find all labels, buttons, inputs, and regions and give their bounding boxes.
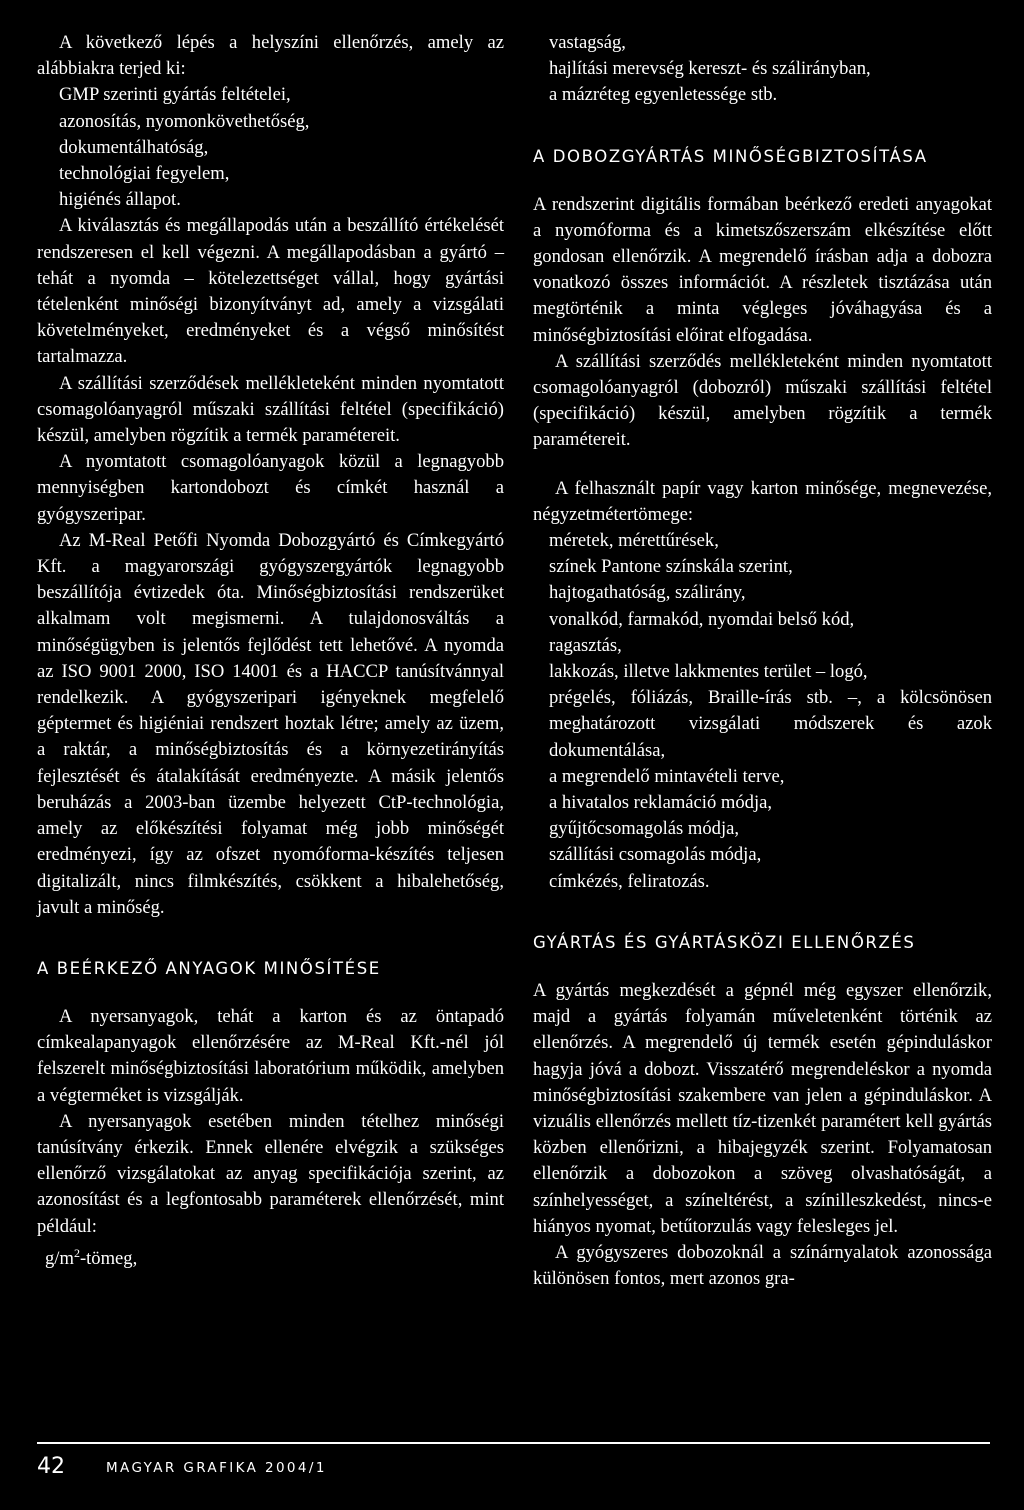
check-item: GMP szerinti gyártás feltételei, bbox=[59, 84, 291, 106]
spec-item: színek Pantone színskála szerint, bbox=[549, 556, 793, 578]
param-item: a mázréteg egyenletessége stb. bbox=[549, 84, 778, 106]
param-item: vastagság, bbox=[549, 32, 626, 53]
page-number: 42 bbox=[37, 1454, 65, 1479]
spec-item: a hivatalos reklamáció módja, bbox=[549, 792, 773, 814]
checks-list bbox=[37, 82, 504, 213]
body-paragraph: A kiválasztás és megállapodás után a beszállító értékelését rendszeresen el kell végezni. A megállapodásban a gyártó – tehát a nyomda – kötelezettséget vállal, hogy gyártási tételenként minőségi bizonyítványt ad, amely a vizsgálati követelményeket, eredményeket és a végső minősítést tartalmazza. bbox=[37, 215, 504, 368]
spec-item: méretek, mérettűrések, bbox=[549, 530, 719, 552]
body-paragraph: A gyógyszeres dobozoknál a színárnyalatok azonossága különösen fontos, mert azonos gra- bbox=[533, 1241, 992, 1290]
spec-item: vonalkód, farmakód, nyomdai belső kód, bbox=[549, 608, 855, 630]
section-heading: GYÁRTÁS ÉS GYÁRTÁSKÖZI ELLENŐRZÉS bbox=[533, 932, 916, 952]
spec-item: prégelés, fóliázás, Braille-írás stb. –, a kölcsönösen meghatározott vizsgálati módszerek és azok dokumentálása, bbox=[549, 687, 992, 761]
spec-item: címkézés, feliratozás. bbox=[549, 870, 710, 892]
section-heading: A DOBOZGYÁRTÁS MINŐSÉGBIZTOSÍTÁSA bbox=[533, 146, 928, 166]
spec-item: lakkozás, illetve lakkmentes terület – logó, bbox=[549, 661, 868, 683]
left-column bbox=[37, 30, 504, 1272]
spec-item: szállítási csomagolás módja, bbox=[549, 844, 762, 866]
spec-item: ragasztás, bbox=[549, 634, 622, 656]
gsm-unit: g/m bbox=[45, 1247, 74, 1269]
body-paragraph: A szállítási szerződések mellékleteként minden nyomtatott csomagolóanyagról műszaki szállítási feltétel (specifikáció) készül, amelyben rögzítik a termék paramétereit. bbox=[37, 372, 504, 447]
publication-title: MAGYAR GRAFIKA 2004/1 bbox=[106, 1460, 327, 1476]
section-heading: A BEÉRKEZŐ ANYAGOK MINŐSÍTÉSE bbox=[37, 958, 381, 978]
param-item: hajlítási merevség kereszt- és szálirányban, bbox=[549, 58, 871, 80]
intro-paragraph: A következő lépés a helyszíni ellenőrzés, amely az alábbiakra terjed ki: bbox=[37, 32, 504, 80]
body-paragraph: A nyersanyagok esetében minden tételhez minőségi tanúsítvány érkezik. Ennek ellenére elvégzik a szükséges ellenőrző vizsgálatokat az anyag specifikációja szerint, az azonosítást és a legfontosabb paraméterek ellenőrzését, mint például: bbox=[37, 1110, 504, 1237]
footer-rule bbox=[37, 1442, 990, 1444]
gsm-item bbox=[37, 1240, 504, 1272]
check-item: higiénés állapot. bbox=[59, 189, 181, 211]
check-item: technológiai fegyelem, bbox=[59, 163, 230, 185]
spec-item: hajtogathatóság, szálirány, bbox=[549, 582, 746, 604]
right-column bbox=[533, 30, 992, 1292]
body-paragraph: A nyersanyagok, tehát a karton és az öntapadó címkealapanyagok ellenőrzésére az M-Real Kft.-nél jól felszerelt minőségbiztosítási laboratórium működik, amelyben a végterméket is vizsgálják. bbox=[37, 1005, 504, 1106]
body-paragraph: A rendszerint digitális formában beérkező eredeti anyagokat a nyomóforma és a kimetszőszerszám elkészítése előtt gondosan ellenőrzik. A megrendelő írásban adja a dobozra vonatkozó összes információt. A részletek tisztázása után megtörténik a minta végleges jóváhagyása és a minőségbiztosítási előirat elfogadása. bbox=[533, 193, 992, 346]
check-item: azonosítás, nyomonkövethetőség, bbox=[59, 110, 310, 132]
body-paragraph: A gyártás megkezdését a gépnél még egyszer ellenőrzik, majd a gyártás folyamán műveletenként történik az ellenőrzés. A megrendelő új termék esetén gépinduláskor hagyja jóvá a dobozt. Visszatérő megrendeléskor a nyomda minőségbiztosítási szakembere van jelen a gépinduláskor. A vizuális ellenőrzés mellett tíz-tizenkét paramétert kell gyártás közben ellenőrizni, a hibajegyzék szerint. Folyamatosan ellenőrzik a dobozokon a szöveg olvashatóságát, a színhelyességet, a színeltérést, a színilleszkedést, nincs-e hiányos nyomat, betűtorzulás vagy felesleges jel. bbox=[533, 979, 992, 1237]
body-paragraph: A felhasznált papír vagy karton minősége, megnevezése, négyzetmétertömege: bbox=[533, 477, 992, 525]
spec-item: a megrendelő mintavételi terve, bbox=[549, 765, 785, 787]
check-item: dokumentálhatóság, bbox=[59, 136, 209, 158]
gsm-superscript: 2 bbox=[73, 1245, 80, 1260]
body-paragraph: Az M-Real Petőfi Nyomda Dobozgyártó és Címkegyártó Kft. a magyarországi gyógyszergyártók legnagyobb beszállítója évtizedek óta. Minőségbiztosítási rendszerüket alkalmam volt megismerni. A tulajdonosváltás a minőségügyben is jelentős fejlődést tett lehetővé. A nyomda az ISO 9001 2000, ISO 14001 és a HACCP tanúsítvánnyal rendelkezik. A gyógyszeripari igényeknek megfelelő géptermet és higiéniai rendszert hoztak létre; amely az üzem, a raktár, a minőségbiztosítás és a környezetirányítás fejlesztését és átalakítását eredményezte. A másik jelentős beruházás a 2003-ban üzembe helyezett CtP-technológia, amely az előkészítési folyamat még jobb minőségét eredményezi, így az ofszet nyomóforma-készítés teljesen digitalizált, nincs filmkészítés, csökkent a hibalehetőség, javult a minőség. bbox=[37, 529, 504, 918]
body-paragraph: A nyomtatott csomagolóanyagok közül a legnagyobb mennyiségben kartondobozt és címkét használ a gyógyszeripar. bbox=[37, 451, 504, 525]
gsm-label: -tömeg, bbox=[79, 1247, 138, 1269]
spec-list bbox=[533, 528, 992, 895]
body-paragraph: A szállítási szerződés mellékleteként minden nyomtatott csomagolóanyagról (dobozról) műszaki szállítási feltétel (specifikáció) készül, amelyben rögzítik a termék paramétereit. bbox=[533, 350, 992, 451]
spec-item: gyűjtőcsomagolás módja, bbox=[549, 818, 740, 840]
